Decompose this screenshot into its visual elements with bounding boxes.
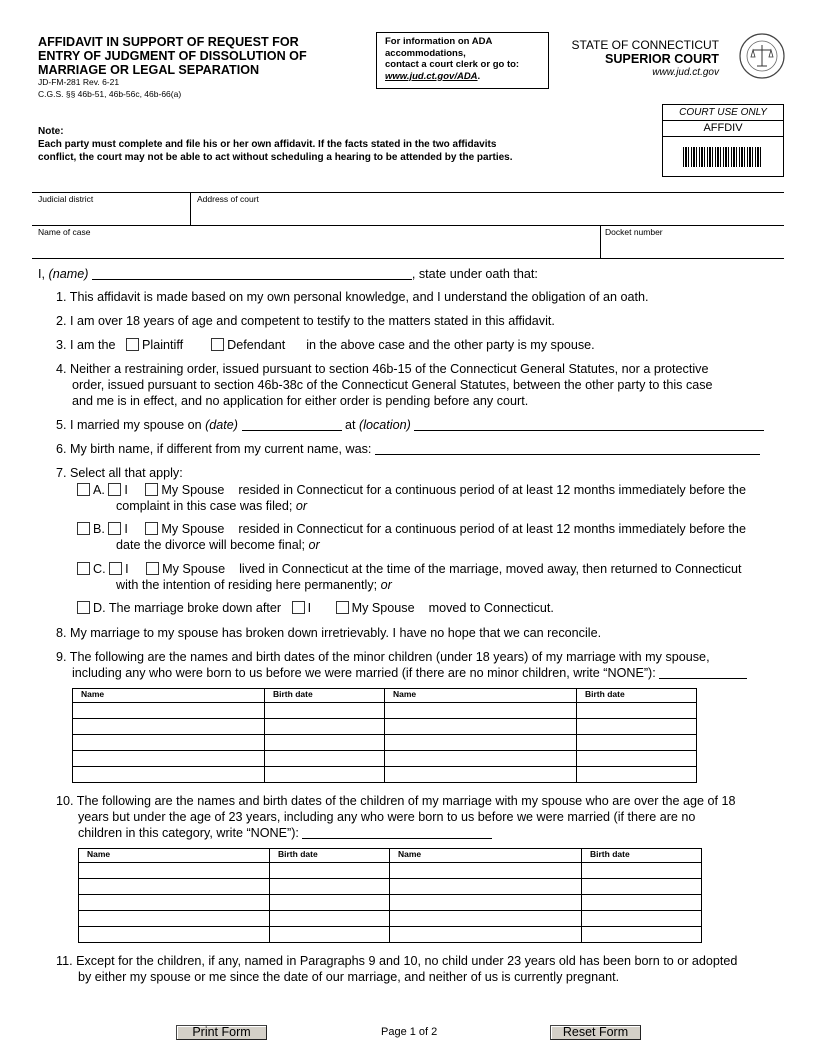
title-line: ENTRY OF JUDGMENT OF DISSOLUTION OF <box>38 49 307 63</box>
table-cell[interactable] <box>73 751 265 767</box>
table-cell[interactable] <box>73 719 265 735</box>
i-label: I <box>307 601 312 615</box>
page-number: Page 1 of 2 <box>381 1026 438 1038</box>
option-a-i-checkbox[interactable] <box>108 483 121 496</box>
minor-children-none-input[interactable] <box>659 667 747 679</box>
column-header: Birth date <box>582 849 702 863</box>
paragraph-6 <box>56 441 760 457</box>
p6-text: 6. My birth name, if different from my current name, was: <box>56 442 372 456</box>
court-use-code: AFFDIV <box>663 121 783 137</box>
note-line: Each party must complete and file his or her own affidavit. If the facts stated in the two affidavits <box>38 139 497 150</box>
option-letter: C. <box>93 562 106 576</box>
spouse-label: My Spouse <box>162 562 226 576</box>
or-text: or <box>295 499 308 513</box>
table-cell[interactable] <box>270 863 390 879</box>
paragraph-3 <box>56 337 595 353</box>
option-a <box>77 482 746 514</box>
note-line: conflict, the court may not be able to act without scheduling a hearing to be attended by the parties. <box>38 152 513 163</box>
option-text: resided in Connecticut for a continuous period of at least 12 months immediately before the <box>238 483 746 497</box>
option-d-i-checkbox[interactable] <box>292 601 305 614</box>
table-cell[interactable] <box>265 751 385 767</box>
p5-at: at <box>341 418 360 432</box>
i-label: I <box>124 522 128 536</box>
table-cell[interactable] <box>385 735 577 751</box>
plaintiff-checkbox[interactable] <box>126 338 139 351</box>
p11-line: 11. Except for the children, if any, named in Paragraphs 9 and 10, no child under 23 years old has been born to or adopted <box>56 954 738 968</box>
table-cell[interactable] <box>385 703 577 719</box>
table-cell[interactable] <box>73 735 265 751</box>
divider <box>190 192 191 225</box>
marriage-date-input[interactable] <box>242 419 342 431</box>
title-line: AFFIDAVIT IN SUPPORT OF REQUEST FOR <box>38 35 299 49</box>
paragraph-4 <box>56 361 713 409</box>
table-cell[interactable] <box>265 703 385 719</box>
table-cell[interactable] <box>582 927 702 943</box>
option-c-i-checkbox[interactable] <box>109 562 122 575</box>
column-header: Birth date <box>577 689 697 703</box>
table-row <box>79 895 702 911</box>
column-header: Name <box>73 689 265 703</box>
court-header <box>571 38 719 80</box>
p4-line: order, issued pursuant to section 46b-38c of the Connecticut General Statutes, between the other party to this case <box>72 378 713 392</box>
minor-children-table <box>72 688 697 783</box>
divider <box>600 225 601 258</box>
table-cell[interactable] <box>390 927 582 943</box>
case-name-field[interactable]: Name of case <box>38 227 91 237</box>
table-cell[interactable] <box>79 895 270 911</box>
location-label: (location) <box>359 418 411 432</box>
p10-line: years but under the age of 23 years, including any who were born to us before we were married (if there are no <box>78 810 696 824</box>
form-title <box>38 35 307 77</box>
ada-line: accommodations, <box>385 47 466 59</box>
divider <box>32 258 784 259</box>
birth-name-input[interactable] <box>375 443 760 455</box>
table-cell[interactable] <box>265 735 385 751</box>
table-cell[interactable] <box>265 719 385 735</box>
paragraph-10 <box>56 793 736 841</box>
paragraph-9 <box>56 649 747 681</box>
defendant-checkbox[interactable] <box>211 338 224 351</box>
option-text: resided in Connecticut for a continuous period of at least 12 months immediately before the <box>238 522 746 536</box>
option-a-checkbox[interactable] <box>77 483 90 496</box>
table-cell[interactable] <box>79 879 270 895</box>
option-c-spouse-checkbox[interactable] <box>146 562 159 575</box>
paragraph-8: 8. My marriage to my spouse has broken down irretrievably. I have no hope that we can reconcile. <box>56 626 602 640</box>
table-cell[interactable] <box>73 767 265 783</box>
spouse-label: My Spouse <box>161 522 225 536</box>
note-label: Note: <box>38 126 64 137</box>
table-cell[interactable] <box>270 911 390 927</box>
p3-post: in the above case and the other party is my spouse. <box>306 338 595 352</box>
ada-link[interactable]: www.jud.ct.gov/ADA <box>385 70 478 82</box>
column-header: Birth date <box>270 849 390 863</box>
table-cell[interactable] <box>582 911 702 927</box>
option-text: with the intention of residing here permanently; <box>116 578 381 592</box>
table-cell[interactable] <box>577 767 697 783</box>
paragraph-7: 7. Select all that apply: <box>56 466 183 480</box>
ada-line: contact a court clerk or go to: <box>385 59 520 70</box>
defendant-label: Defendant <box>227 338 286 352</box>
table-row <box>79 879 702 895</box>
table-cell[interactable] <box>390 879 582 895</box>
p10-line: children in this category, write “NONE”): <box>78 826 299 840</box>
option-b-i-checkbox[interactable] <box>108 522 121 535</box>
p11-line: by either my spouse or me since the date of our marriage, and neither of us is currently pregnant. <box>78 970 620 984</box>
table-cell[interactable] <box>582 895 702 911</box>
table-cell[interactable] <box>270 895 390 911</box>
table-cell[interactable] <box>385 767 577 783</box>
table-row <box>73 767 697 783</box>
spouse-label: My Spouse <box>161 483 225 497</box>
option-text: moved to Connecticut. <box>428 601 554 615</box>
state-name: STATE OF CONNECTICUT <box>571 38 719 52</box>
intro-pre: I, <box>38 267 49 281</box>
table-cell[interactable] <box>79 927 270 943</box>
option-b <box>77 521 746 553</box>
note <box>38 125 513 164</box>
form-number: JD-FM-281 Rev. 6-21 <box>38 77 120 87</box>
ada-line: For information on ADA <box>385 36 493 47</box>
table-row <box>73 751 697 767</box>
option-d <box>77 600 554 616</box>
table-cell[interactable] <box>79 911 270 927</box>
title-line: MARRIAGE OR LEGAL SEPARATION <box>38 63 260 77</box>
or-text: or <box>380 578 392 592</box>
option-text: lived in Connecticut at the time of the marriage, moved away, then returned to Connecticut <box>239 562 742 576</box>
table-row <box>79 863 702 879</box>
p3-text: 3. I am the <box>56 338 116 352</box>
table-cell[interactable] <box>270 927 390 943</box>
court-use-label: COURT USE ONLY <box>663 105 783 121</box>
table-cell[interactable] <box>390 895 582 911</box>
court-website: www.jud.ct.gov <box>652 67 719 78</box>
table-cell[interactable] <box>577 735 697 751</box>
table-row <box>79 927 702 943</box>
option-d-checkbox[interactable] <box>77 601 90 614</box>
marriage-location-input[interactable] <box>414 419 764 431</box>
table-cell[interactable] <box>577 751 697 767</box>
table-row <box>73 703 697 719</box>
table-cell[interactable] <box>582 879 702 895</box>
divider <box>32 192 784 193</box>
option-b-spouse-checkbox[interactable] <box>145 522 158 535</box>
i-label: I <box>125 562 129 576</box>
column-header: Name <box>390 849 582 863</box>
intro-post: , state under oath that: <box>411 267 538 281</box>
table-cell[interactable] <box>385 751 577 767</box>
judicial-district-field[interactable]: Judicial district <box>38 194 94 204</box>
court-name: SUPERIOR COURT <box>604 52 719 66</box>
option-b-checkbox[interactable] <box>77 522 90 535</box>
option-c-checkbox[interactable] <box>77 562 90 575</box>
reset-form-button[interactable]: Reset Form <box>550 1025 641 1040</box>
court-use-box <box>662 104 784 177</box>
option-letter: B. <box>93 522 105 536</box>
intro-line <box>38 266 538 282</box>
column-header: Birth date <box>265 689 385 703</box>
p5-text: 5. I married my spouse on <box>56 418 206 432</box>
table-row <box>79 911 702 927</box>
spouse-label: My Spouse <box>351 601 415 615</box>
option-letter: A. <box>93 483 105 497</box>
or-text: or <box>308 538 320 552</box>
court-address-field[interactable]: Address of court <box>197 194 259 204</box>
name-input[interactable] <box>92 268 412 280</box>
paragraph-1: 1. This affidavit is made based on my own personal knowledge, and I understand the obligation of an oath. <box>56 290 649 304</box>
table-cell[interactable] <box>265 767 385 783</box>
table-cell[interactable] <box>73 703 265 719</box>
paragraph-5 <box>56 417 764 433</box>
i-label: I <box>124 483 128 497</box>
paragraph-11 <box>56 953 737 985</box>
date-label: (date) <box>205 418 238 432</box>
option-text: D. The marriage broke down after <box>93 601 282 615</box>
option-d-spouse-checkbox[interactable] <box>336 601 349 614</box>
state-seal-icon <box>738 32 786 80</box>
adult-children-none-input[interactable] <box>302 827 492 839</box>
barcode <box>683 147 763 167</box>
divider <box>32 225 784 226</box>
table-cell[interactable] <box>390 911 582 927</box>
table-row <box>73 719 697 735</box>
table-cell[interactable] <box>385 719 577 735</box>
table-cell[interactable] <box>577 703 697 719</box>
p9-line: including any who were born to us before we were married (if there are no minor children, write “NONE”): <box>72 666 656 680</box>
docket-number-field[interactable]: Docket number <box>605 227 663 237</box>
p4-line: and me is in effect, and no application for either order is pending before any court. <box>72 394 529 408</box>
column-header: Name <box>385 689 577 703</box>
table-row <box>73 735 697 751</box>
p4-line: 4. Neither a restraining order, issued pursuant to section 46b-15 of the Connecticut General Statutes, nor a protective <box>56 362 709 376</box>
p10-line: 10. The following are the names and birth dates of the children of my marriage with my spouse who are over the age of 18 <box>56 794 736 808</box>
option-a-spouse-checkbox[interactable] <box>145 483 158 496</box>
paragraph-2: 2. I am over 18 years of age and competent to testify to the matters stated in this affidavit. <box>56 314 555 328</box>
column-header: Name <box>79 849 270 863</box>
table-cell[interactable] <box>79 863 270 879</box>
table-cell[interactable] <box>390 863 582 879</box>
table-cell[interactable] <box>270 879 390 895</box>
option-c <box>77 561 741 593</box>
print-form-button[interactable]: Print Form <box>176 1025 267 1040</box>
ada-box <box>376 32 549 89</box>
option-text: complaint in this case was filed; <box>116 499 296 513</box>
plaintiff-label: Plaintiff <box>142 338 184 352</box>
adult-children-table <box>78 848 702 943</box>
name-label: (name) <box>48 267 89 281</box>
table-cell[interactable] <box>577 719 697 735</box>
option-text: date the divorce will become final; <box>116 538 309 552</box>
table-cell[interactable] <box>582 863 702 879</box>
statutes: C.G.S. §§ 46b-51, 46b-56c, 46b-66(a) <box>38 89 182 99</box>
p9-line: 9. The following are the names and birth dates of the minor children (under 18 years) of my marriage with my spouse, <box>56 650 710 664</box>
ada-period: . <box>477 70 481 82</box>
